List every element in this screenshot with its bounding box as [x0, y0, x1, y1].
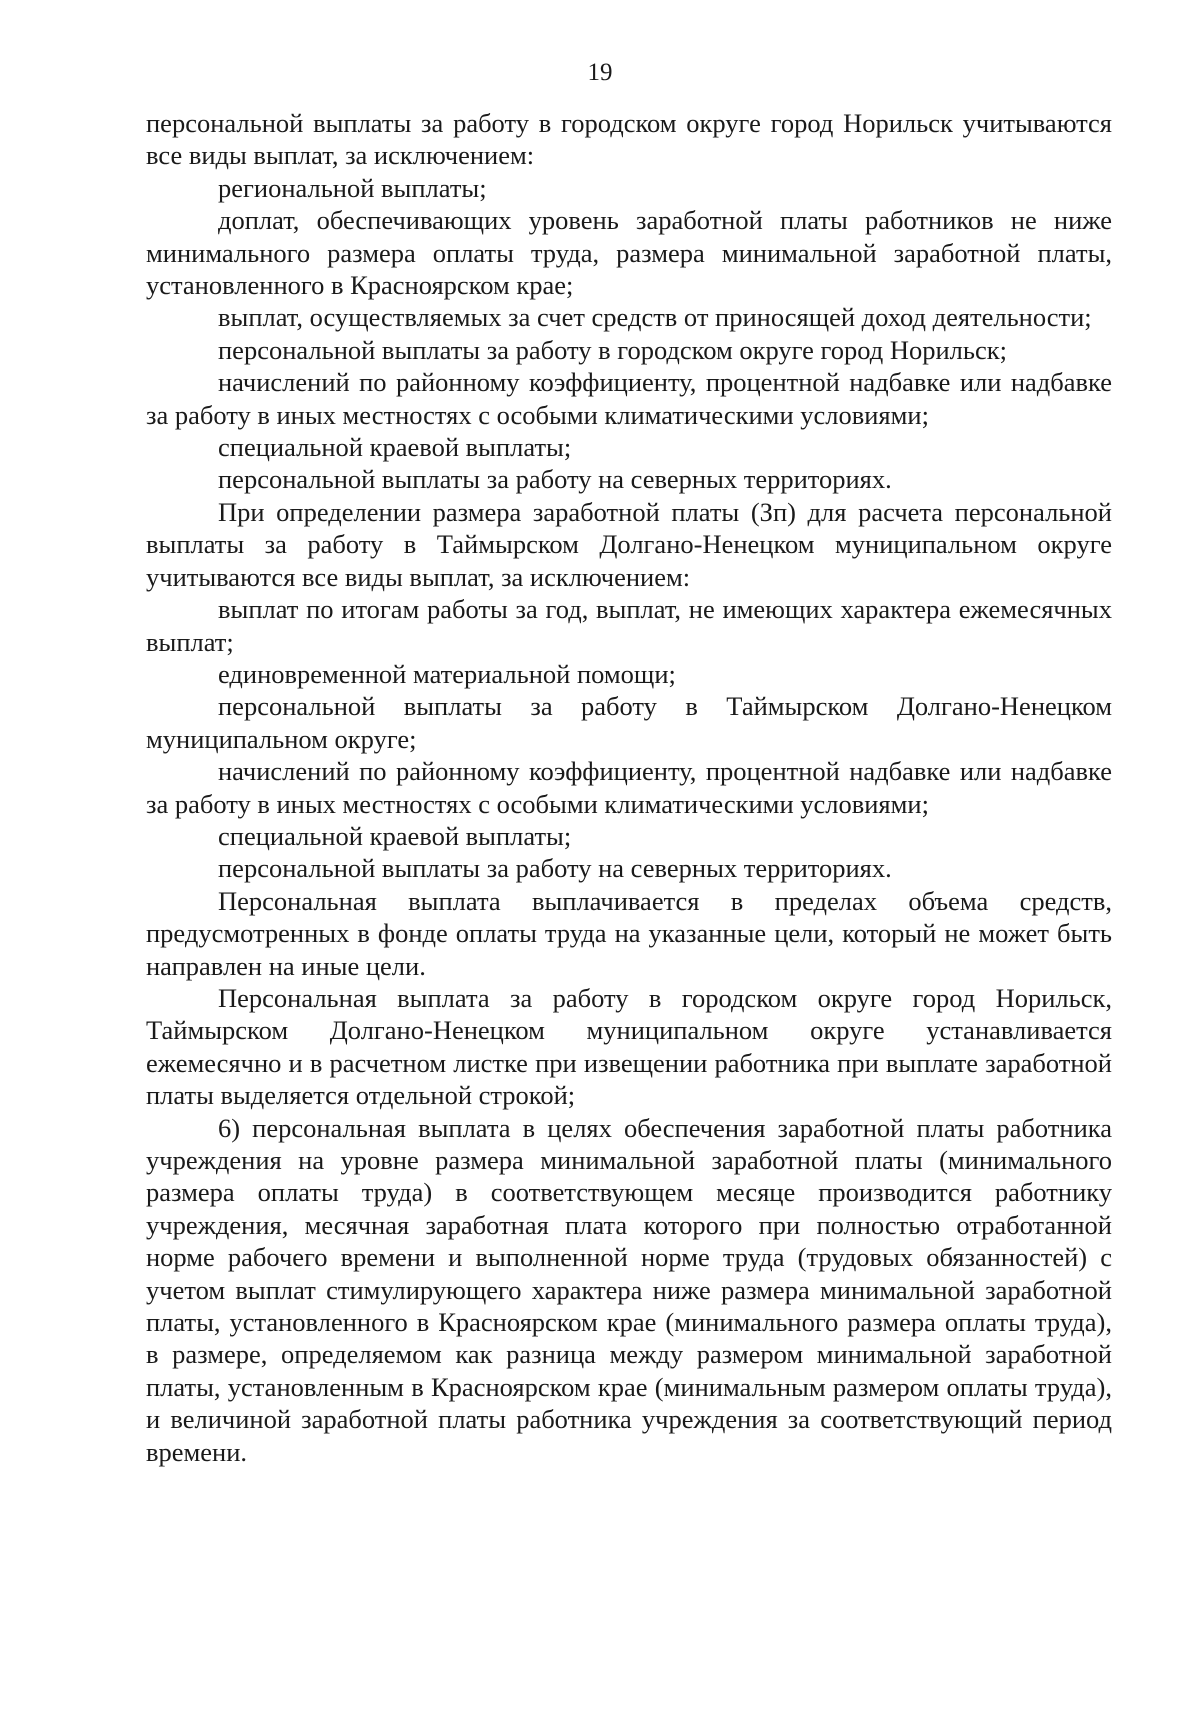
- list-item-special-regional-payment: специальной краевой выплаты;: [218, 432, 572, 463]
- list-item-district-coefficient: начислений по районному коэффициенту, процентной надбавке или надбавке за работу в иных местностях с особыми климатическими условиями;: [146, 367, 1112, 430]
- page-number: 19: [587, 59, 613, 86]
- list-item-norilsk-personal-payment: персональной выплаты за работу в городском округе город Норильск;: [218, 334, 1007, 365]
- list-item-northern-territories-payment: персональной выплаты за работу на северных территориях.: [218, 464, 892, 495]
- list-item-northern-territories-payment-2: персональной выплаты за работу на северных территориях.: [218, 853, 892, 884]
- list-item-one-time-aid: единовременной материальной помощи;: [218, 658, 676, 689]
- list-item-annual-results-payments: выплат по итогам работы за год, выплат, не имеющих характера ежемесячных выплат;: [146, 594, 1112, 657]
- paragraph-taimyr-calculation: При определении размера заработной платы (Зп) для расчета персональной выплаты за работу в Таймырском Долгано-Ненецком муниципальном округе учитываются все виды выплат, за исключением:: [146, 496, 1112, 592]
- list-item-regional-payment: региональной выплаты;: [218, 172, 487, 203]
- paragraph-item-6-min-wage-payment: 6) персональная выплата в целях обеспечения заработной платы работника учреждения на уровне размера минимальной заработной платы (минимального размера оплаты труда) в соответствующем месяце производится работнику учреждения, месячная заработная плата которого при полностью отработанной норме рабочего времени и выполненной норме труда (трудовых обязанностей) с учетом выплат стимулирующего характера ниже размера минимальной заработной платы, установленного в Красноярском крае (минимального размера оплаты труда), в размере, определяемом как разница между размером минимальной заработной платы, установленным в Красноярском крае (минимальным размером оплаты труда), и величиной заработной платы работника учреждения за соответствующий период времени.: [146, 1112, 1112, 1467]
- list-item-district-coefficient-2: начислений по районному коэффициенту, процентной надбавке или надбавке за работу в иных местностях с особыми климатическими условиями;: [146, 756, 1112, 819]
- list-item-taimyr-personal-payment: персональной выплаты за работу в Таймырском Долгано-Ненецком муниципальном округе;: [146, 691, 1112, 754]
- paragraph-payment-funding: Персональная выплата выплачивается в пределах объема средств, предусмотренных в фонде оплаты труда на указанные цели, который не может быть направлен на иные цели.: [146, 885, 1112, 981]
- list-item-min-wage-surcharges: доплат, обеспечивающих уровень заработной платы работников не ниже минимального размера оплаты труда, размера минимальной заработной платы, установленного в Красноярском крае;: [146, 205, 1112, 301]
- document-body: [146, 107, 1112, 1468]
- list-item-income-generating-payments: выплат, осуществляемых за счет средств от приносящей доход деятельности;: [218, 302, 1092, 333]
- list-item-special-regional-payment-2: специальной краевой выплаты;: [218, 820, 572, 851]
- paragraph-continuation: персональной выплаты за работу в городском округе город Норильск учитываются все виды выплат, за исключением:: [146, 108, 1112, 171]
- paragraph-monthly-establishment: Персональная выплата за работу в городском округе город Норильск, Таймырском Долгано-Ненецком муниципальном округе устанавливается ежемесячно и в расчетном листке при извещении работника при выплате заработной платы выделяется отдельной строкой;: [146, 982, 1112, 1111]
